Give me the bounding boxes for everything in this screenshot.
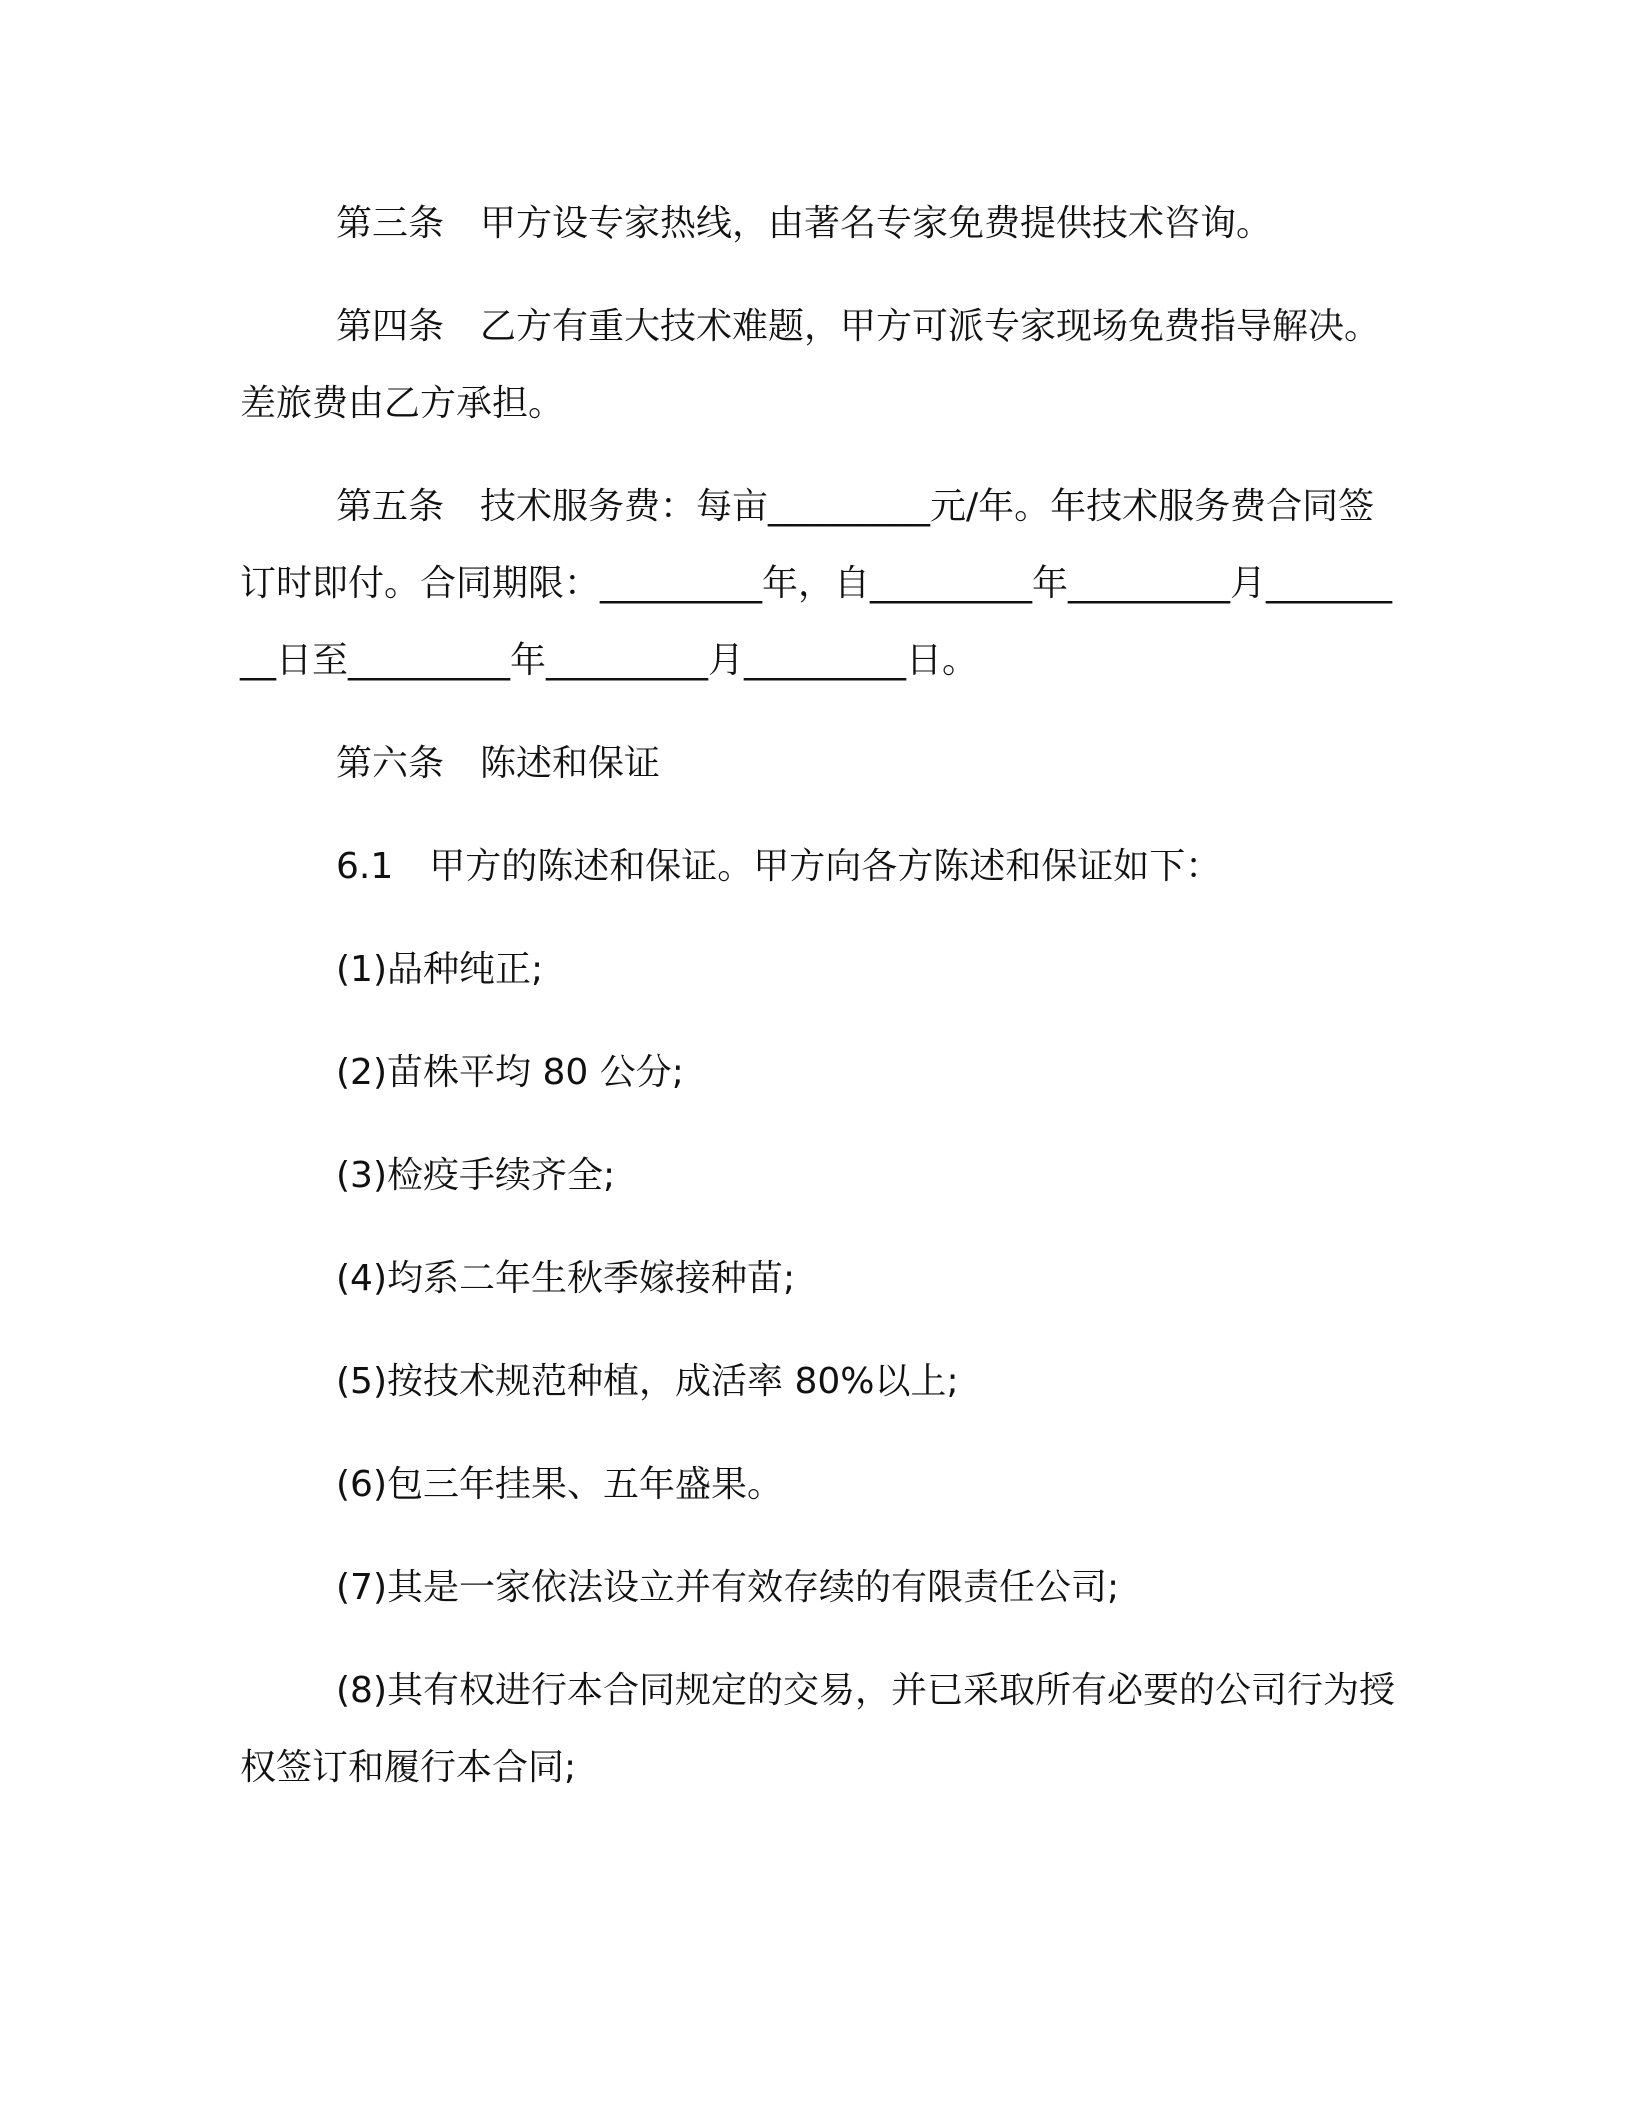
list-item-8: (8)其有权进行本合同规定的交易，并已采取所有必要的公司行为授权签订和履行本合同; — [240, 1670, 1395, 1788]
article-3: 第三条 甲方设专家热线，由著名专家免费提供技术咨询。 — [336, 203, 1273, 244]
list-item-4: (4)均系二年生秋季嫁接种苗; — [336, 1258, 796, 1299]
list-item-5: (5)按技术规范种植，成活率 80%以上; — [336, 1361, 959, 1402]
list-item-2: (2)苗株平均 80 公分; — [336, 1052, 684, 1093]
list-item-1: (1)品种纯正; — [336, 949, 544, 990]
article-4: 第四条 乙方有重大技术难题，甲方可派专家现场免费指导解决。差旅费由乙方承担。 — [240, 306, 1381, 424]
list-item-3: (3)检疫手续齐全; — [336, 1155, 616, 1196]
clause-6-1: 6.1 甲方的陈述和保证。甲方向各方陈述和保证如下： — [336, 846, 1222, 887]
article-6-heading: 第六条 陈述和保证 — [336, 743, 661, 784]
list-item-6: (6)包三年挂果、五年盛果。 — [336, 1464, 783, 1505]
list-item-7: (7)其是一家依法设立并有效存续的有限责任公司; — [336, 1567, 1120, 1608]
document-body — [240, 185, 1400, 1832]
article-5: 第五条 技术服务费：每亩_________元/年。年技术服务费合同签订时即付。合同期限：_________年，自_________年_________月_________日至_________年_________月_________日。 — [240, 486, 1393, 681]
